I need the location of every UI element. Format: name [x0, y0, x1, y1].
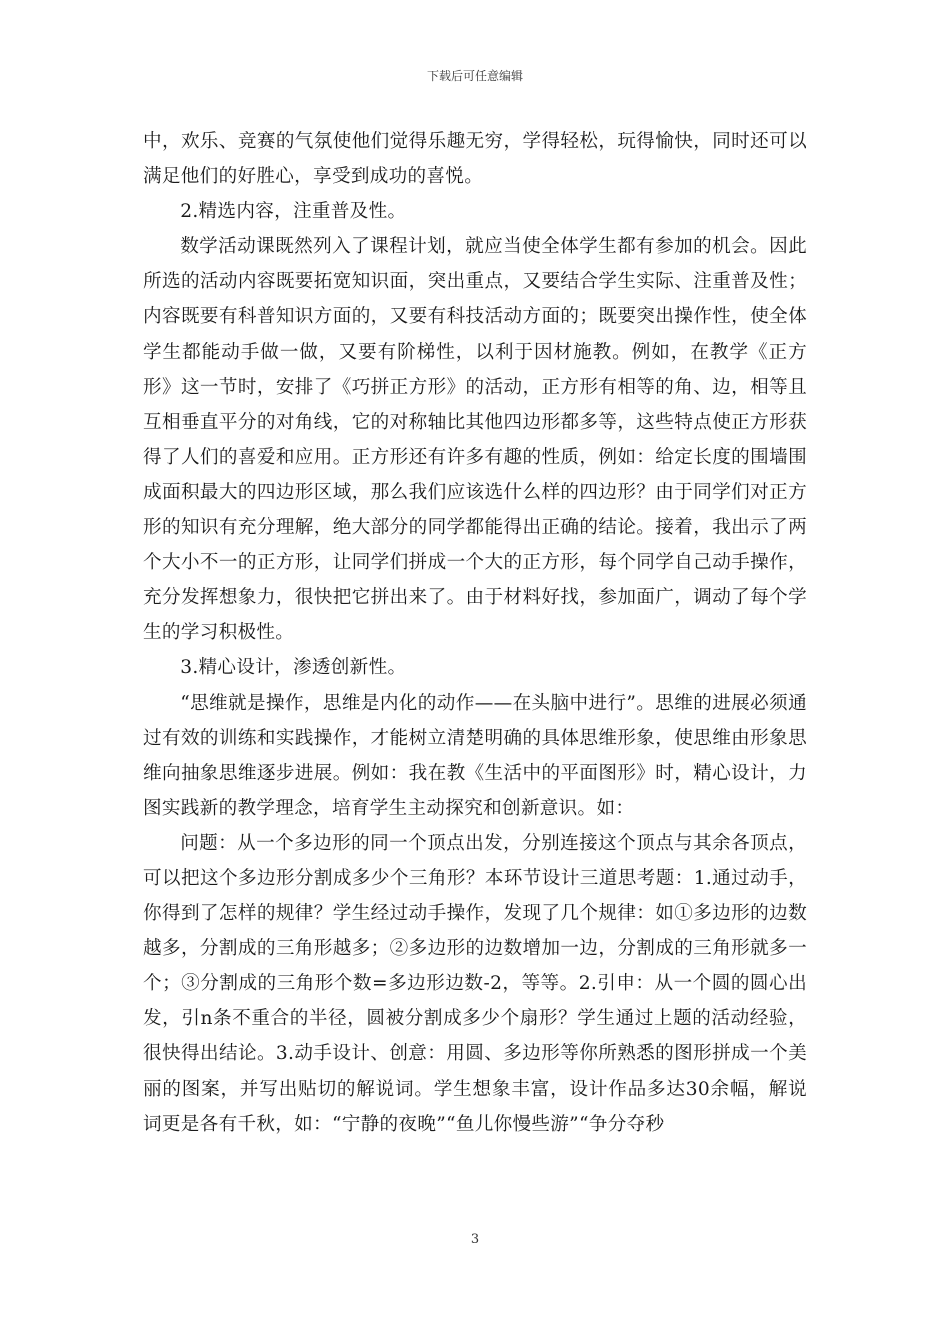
document-body: [143, 124, 807, 1142]
paragraph-polygon-question: 问题：从一个多边形的同一个顶点出发，分别连接这个顶点与其余各顶点，可以把这个多边形分割成多少个三角形？本环节设计三道思考题：1.通过动手，你得到了怎样的规律？学生经过动手操作，发现了几个规律：如①多边形的边数越多，分割成的三角形越多；②多边形的边数增加一边，分割成的三角形就多一个；③分割成的三角形个数=多边形边数-2，等等。2.引申：从一个圆的圆心出发，引n条不重合的半径，圆被分割成多少个扇形？学生通过上题的活动经验，很快得出结论。3.动手设计、创意：用圆、多边形等你所熟悉的图形拼成一个美丽的图案，并写出贴切的解说词。学生想象丰富，设计作品多达30余幅，解说词更是各有千秋，如：“宁静的夜晚”“鱼儿你慢些游”“争分夺秒: [143, 832, 807, 1135]
page-header: 下载后可任意编辑: [426, 69, 523, 83]
section-heading-2: 2.精选内容，注重普及性。: [180, 201, 407, 223]
paragraph-content-selection: 数学活动课既然列入了课程计划，就应当使全体学生都有参加的机会。因此所选的活动内容既要拓宽知识面，突出重点，又要结合学生实际、注重普及性；内容既要有科普知识方面的，又要有科技活动方面的；既要突出操作性，使全体学生都能动手做一做，又要有阶梯性，以利于因材施教。例如，在教学《正方形》这一节时，安排了《巧拼正方形》的活动，正方形有相等的角、边，相等且互相垂直平分的对角线，它的对称轴比其他四边形都多等，这些特点使正方形获得了人们的喜爱和应用。正方形还有许多有趣的性质，例如：给定长度的围墙围成面积最大的四边形区域，那么我们应该选什么样的四边形？由于同学们对正方形的知识有充分理解，绝大部分的同学都能得出正确的结论。接着，我出示了两个大小不一的正方形，让同学们拼成一个大的正方形，每个同学自己动手操作，充分发挥想象力，很快把它拼出来了。由于材料好找，参加面广，调动了每个学生的学习积极性。: [143, 236, 807, 644]
page-number: 3: [470, 1232, 480, 1247]
paragraph-continuation: 中，欢乐、竞赛的气氛使他们觉得乐趣无穷，学得轻松，玩得愉快，同时还可以满足他们的好胜心，享受到成功的喜悦。: [143, 131, 807, 188]
section-heading-3: 3.精心设计，渗透创新性。: [180, 657, 407, 679]
paragraph-thinking: “思维就是操作，思维是内化的动作——在头脑中进行”。思维的进展必须通过有效的训练和实践操作，才能树立清楚明确的具体思维形象，使思维由形象思维向抽象思维逐步进展。例如：我在教《生活中的平面图形》时，精心设计，力图实践新的教学理念，培育学生主动探究和创新意识。如：: [143, 692, 807, 819]
